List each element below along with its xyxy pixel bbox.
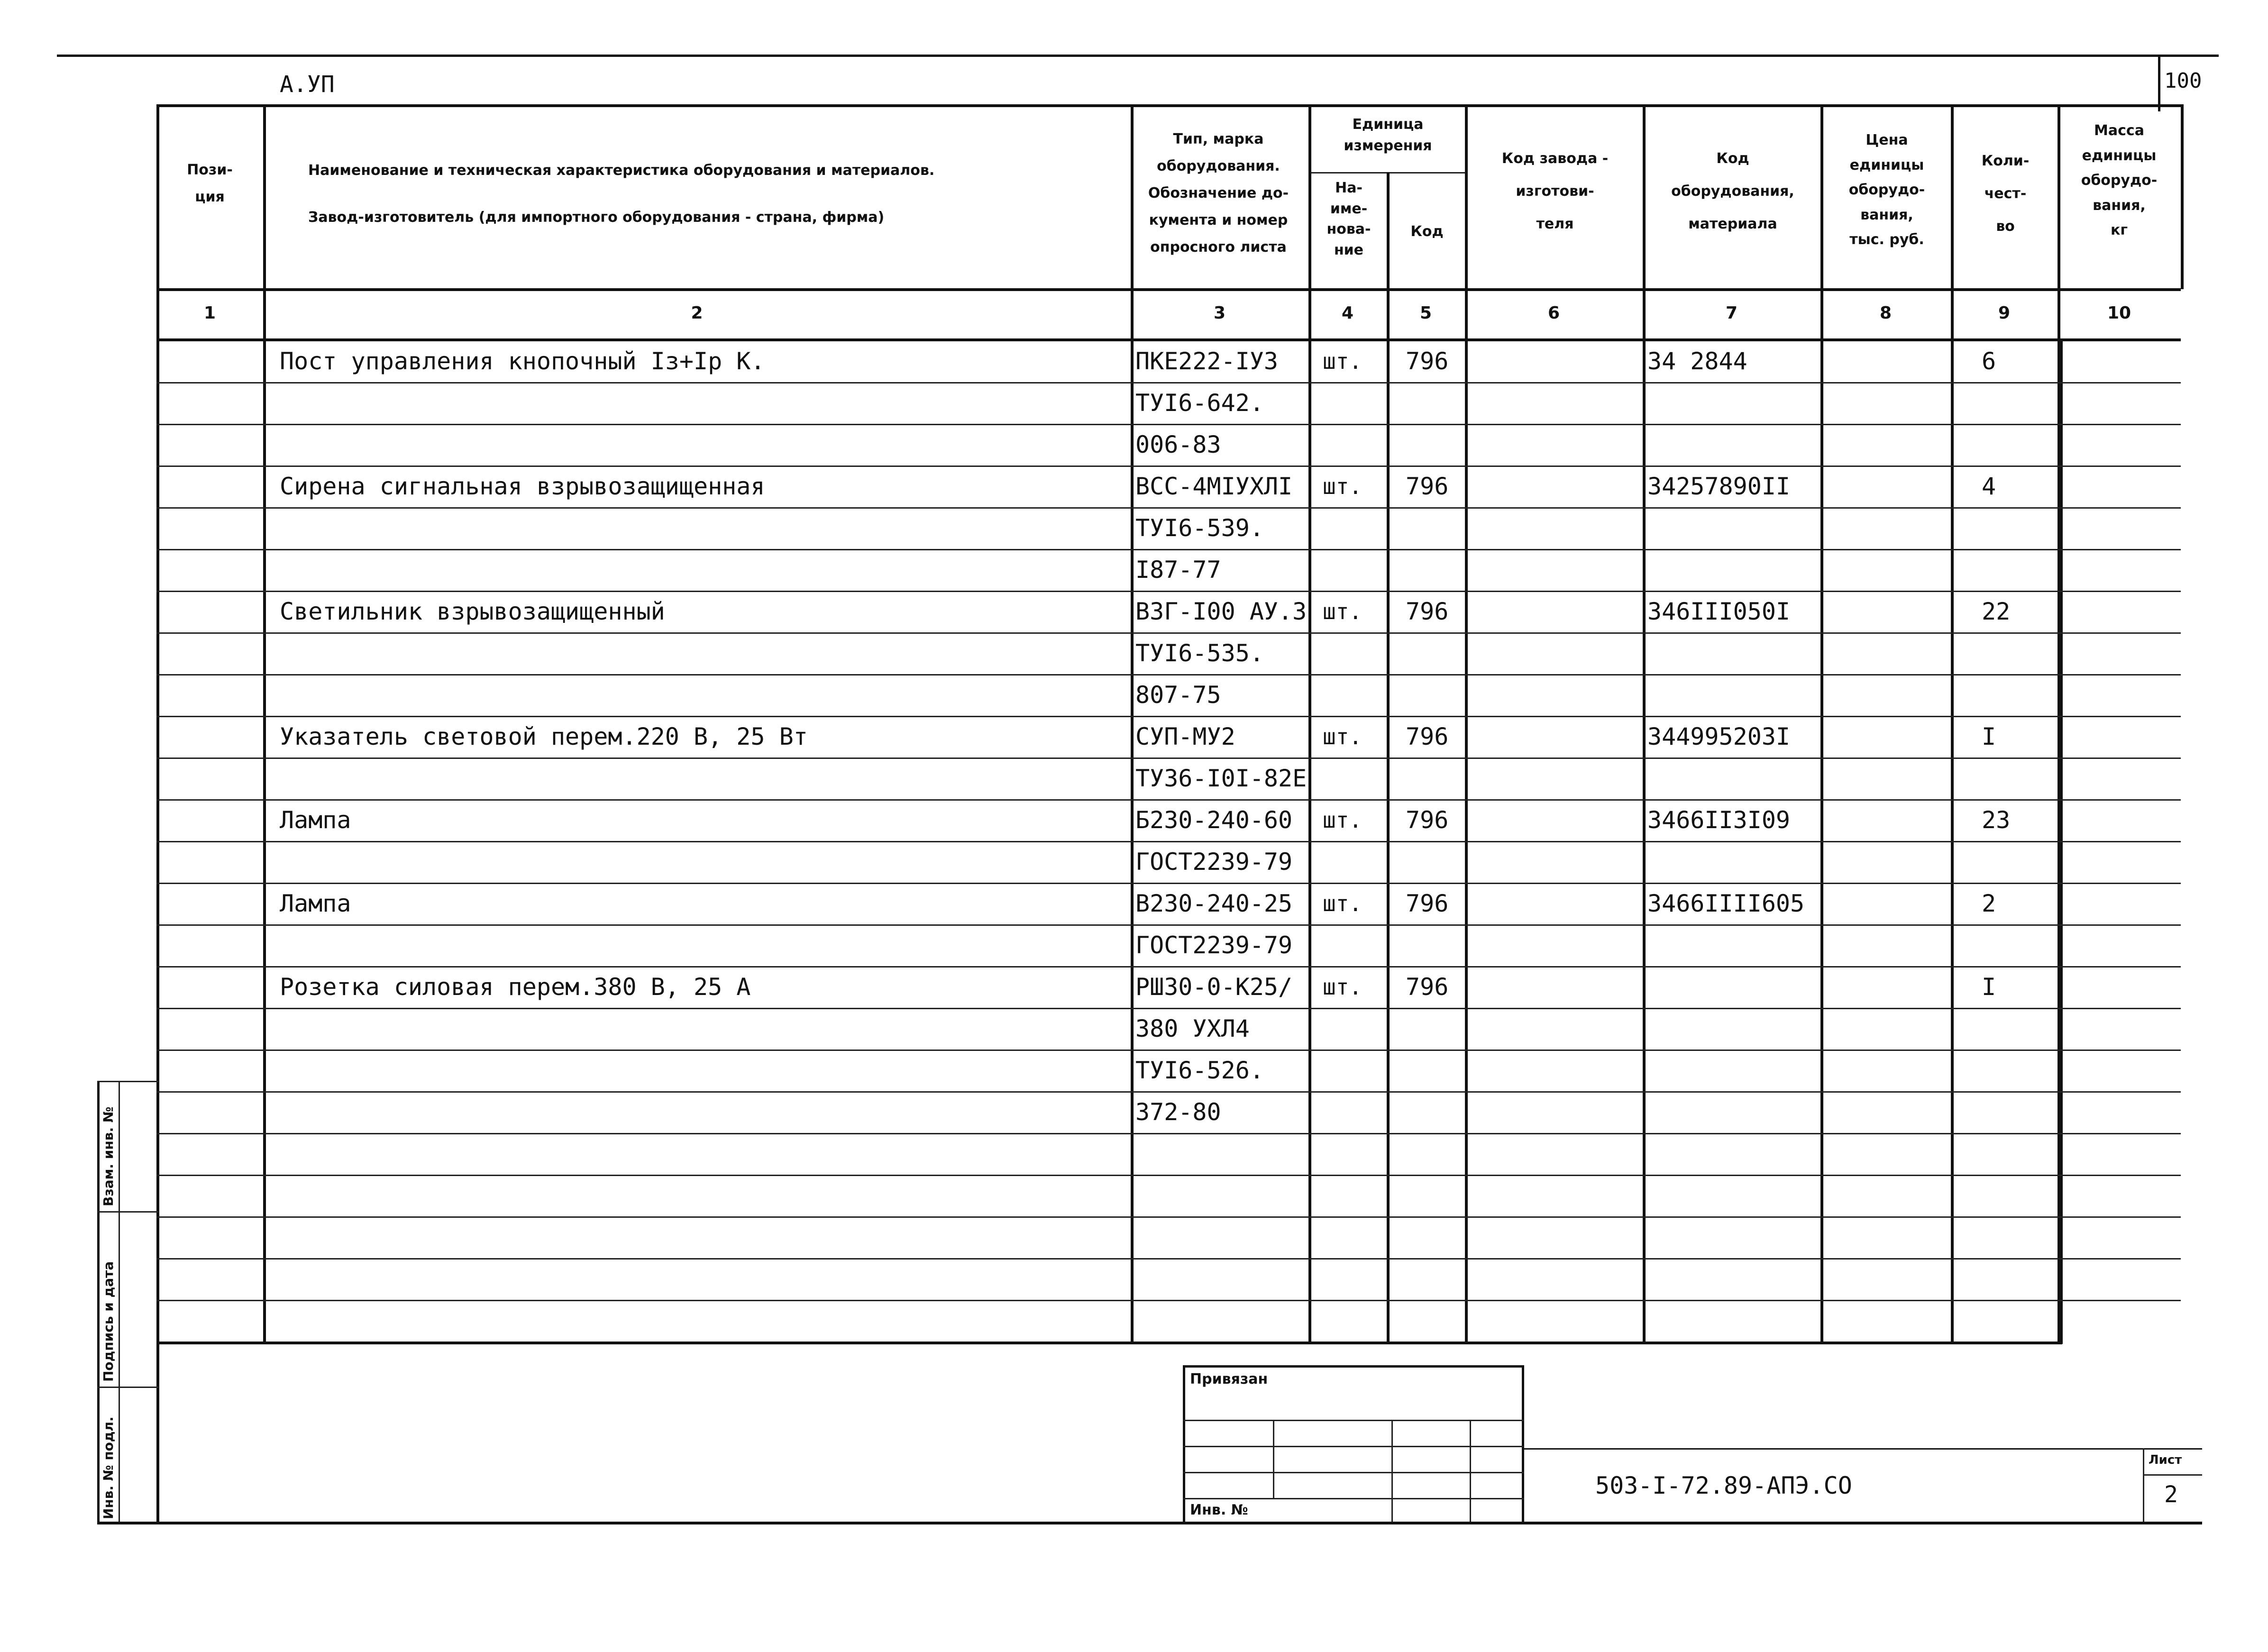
item-quantity: I	[1982, 973, 1996, 1001]
item-unit-code: 796	[1406, 806, 1449, 834]
row-divider	[156, 1175, 2181, 1176]
item-type: 807-75	[1135, 681, 1221, 709]
item-name: Светильник взрывозащищенный	[280, 598, 665, 625]
side-stamp-divider-3	[97, 1387, 159, 1388]
item-equipment-code: 3466IIII605	[1647, 890, 1805, 917]
side-label-signature: Подпись и дата	[101, 1261, 116, 1382]
item-equipment-code: 34 2844	[1647, 347, 1747, 375]
bound-box-right	[1522, 1365, 1524, 1524]
item-type: ГОСТ2239-79	[1135, 931, 1293, 959]
side-label-inv-orig: Инв. № подл.	[101, 1416, 116, 1519]
item-unit-code: 796	[1406, 598, 1449, 625]
item-type: ТУI6-526.	[1135, 1057, 1264, 1084]
item-quantity: 23	[1982, 806, 2011, 834]
document-code: 503-I-72.89-АПЭ.СО	[1595, 1472, 1852, 1499]
column-divider	[1308, 104, 1311, 1344]
column-number: 9	[1998, 303, 2011, 323]
item-equipment-code: 3466II3I09	[1647, 806, 1791, 834]
item-type: 372-80	[1135, 1098, 1221, 1126]
column-divider	[1643, 104, 1646, 1344]
item-unit: шт.	[1323, 474, 1363, 499]
item-name: Лампа	[280, 890, 351, 917]
item-type: ТУ36-I0I-82Е	[1135, 765, 1307, 792]
bound-box-col-3	[1470, 1420, 1471, 1522]
item-type: ВСС-4МIУХЛI	[1135, 473, 1293, 500]
col-header-unit-name: На- име- нова- ние	[1326, 180, 1371, 258]
col-header-name: Наименование и техническая характеристика оборудования и материалов. Завод-изготовитель (для импортного оборудования - страна, фирма)	[308, 162, 935, 226]
header-bottom-border	[156, 288, 2181, 291]
item-type: 006-83	[1135, 431, 1221, 458]
column-number: 7	[1725, 303, 1738, 323]
item-name: Сирена сигнальная взрывозащищенная	[280, 473, 765, 500]
side-stamp-inner-line	[119, 1081, 120, 1522]
row-divider	[156, 1300, 2181, 1301]
bound-box-left	[1183, 1365, 1185, 1524]
frame-top-line	[57, 55, 2219, 57]
side-stamp-divider-1	[97, 1081, 159, 1082]
bound-box-row-1	[1183, 1420, 1524, 1421]
item-unit: шт.	[1323, 724, 1363, 749]
table-bottom-border	[156, 1342, 2062, 1344]
inv-label: Инв. №	[1190, 1502, 1248, 1518]
item-unit: шт.	[1323, 599, 1363, 624]
item-type: ГОСТ2239-79	[1135, 848, 1293, 876]
title-block-top	[1524, 1448, 2202, 1450]
item-type: 380 УХЛ4	[1135, 1015, 1250, 1042]
side-stamp-divider-2	[97, 1211, 159, 1213]
bound-box-col-2	[1391, 1420, 1393, 1522]
bound-box-row-3	[1183, 1472, 1524, 1473]
item-unit-code: 796	[1406, 973, 1449, 1001]
item-name: Указатель световой перем.220 В, 25 Вт	[280, 723, 808, 750]
bound-box-row-2	[1183, 1446, 1524, 1447]
item-quantity: 22	[1982, 598, 2011, 625]
column-divider	[1465, 104, 1468, 1344]
item-type: I87-77	[1135, 556, 1221, 584]
item-type: ПКЕ222-IУЗ	[1135, 347, 1279, 375]
item-type: РШ30-0-К25/	[1135, 973, 1293, 1001]
frame-bottom-line	[97, 1522, 2202, 1524]
item-name: Пост управления кнопочный Iз+Iр К.	[280, 347, 765, 375]
side-label-replace-inv: Взам. инв. №	[101, 1106, 116, 1206]
col-header-factory-code: Код завода - изготови- теля	[1501, 150, 1609, 232]
stamp-left-line	[97, 1081, 100, 1524]
column-divider	[1951, 104, 1954, 1344]
item-quantity: 4	[1982, 473, 1996, 500]
item-unit-code: 796	[1406, 473, 1449, 500]
bound-box-col-1	[1273, 1420, 1274, 1498]
bound-box-top	[1183, 1365, 1524, 1368]
item-unit-code: 796	[1406, 347, 1449, 375]
column-number: 10	[2107, 303, 2131, 323]
column-number: 8	[1879, 303, 1892, 323]
sheet-number: 2	[2164, 1481, 2178, 1508]
col-header-unit-code: Код	[1410, 223, 1444, 240]
section-label: А.УП	[280, 71, 335, 98]
item-unit: шт.	[1323, 807, 1363, 833]
page-mark: 100	[2164, 69, 2202, 93]
item-type: Б230-240-60	[1135, 806, 1293, 834]
col-header-quantity: Коли- чест- во	[1981, 153, 2030, 235]
column-divider	[1131, 104, 1134, 1344]
item-equipment-code: 346III050I	[1647, 598, 1791, 625]
item-unit: шт.	[1323, 974, 1363, 1000]
item-type: ТУI6-539.	[1135, 514, 1264, 542]
column-number: 3	[1213, 303, 1226, 323]
frame-right-line	[2158, 55, 2160, 111]
column-divider	[1820, 104, 1823, 1344]
col-header-position: Пози- ция	[187, 162, 233, 205]
table-top-border	[156, 104, 2181, 107]
item-quantity: 2	[1982, 890, 1996, 917]
item-type: ТУI6-535.	[1135, 639, 1264, 667]
col-header-mass: Масса единицы оборудо- вания, кг	[2081, 122, 2158, 238]
column-number: 2	[691, 303, 703, 323]
item-unit-code: 796	[1406, 890, 1449, 917]
item-type: ТУI6-642.	[1135, 389, 1264, 417]
col-header-equipment-code: Код оборудования, материала	[1671, 150, 1794, 232]
item-type: ВЗГ-I00 АУ.3	[1135, 598, 1307, 625]
item-quantity: I	[1982, 723, 1996, 750]
item-name: Розетка силовая перем.380 В, 25 А	[280, 973, 751, 1001]
item-unit: шт.	[1323, 348, 1363, 374]
item-equipment-code: 344995203I	[1647, 723, 1791, 750]
col-header-unit: Единица измерения	[1344, 116, 1432, 154]
sheet-box-left	[2143, 1448, 2144, 1522]
column-number: 4	[1341, 303, 1354, 323]
item-name: Лампа	[280, 806, 351, 834]
column-number: 5	[1419, 303, 1432, 323]
sheet-box-divider	[2143, 1474, 2202, 1476]
column-divider	[263, 104, 266, 1344]
column-number: 1	[203, 303, 216, 323]
column-number: 6	[1547, 303, 1560, 323]
bound-label: Привязан	[1190, 1371, 1268, 1387]
item-type: В230-240-25	[1135, 890, 1293, 917]
item-unit-code: 796	[1406, 723, 1449, 750]
row-divider	[156, 1216, 2181, 1218]
col-header-type: Тип, марка оборудования. Обозначение до- кумента и номер опросного листа	[1148, 131, 1289, 256]
row-divider	[156, 1258, 2181, 1260]
sheet-label: Лист	[2149, 1453, 2182, 1467]
row-divider	[156, 1133, 2181, 1134]
item-unit: шт.	[1323, 891, 1363, 916]
item-quantity: 6	[1982, 347, 1996, 375]
bound-box-row-4	[1183, 1498, 1524, 1499]
col-header-price: Цена единицы оборудо- вания, тыс. руб.	[1848, 132, 1925, 248]
column-divider	[2181, 104, 2184, 289]
item-type: СУП-МУ2	[1135, 723, 1235, 750]
item-equipment-code: 34257890II	[1647, 473, 1791, 500]
